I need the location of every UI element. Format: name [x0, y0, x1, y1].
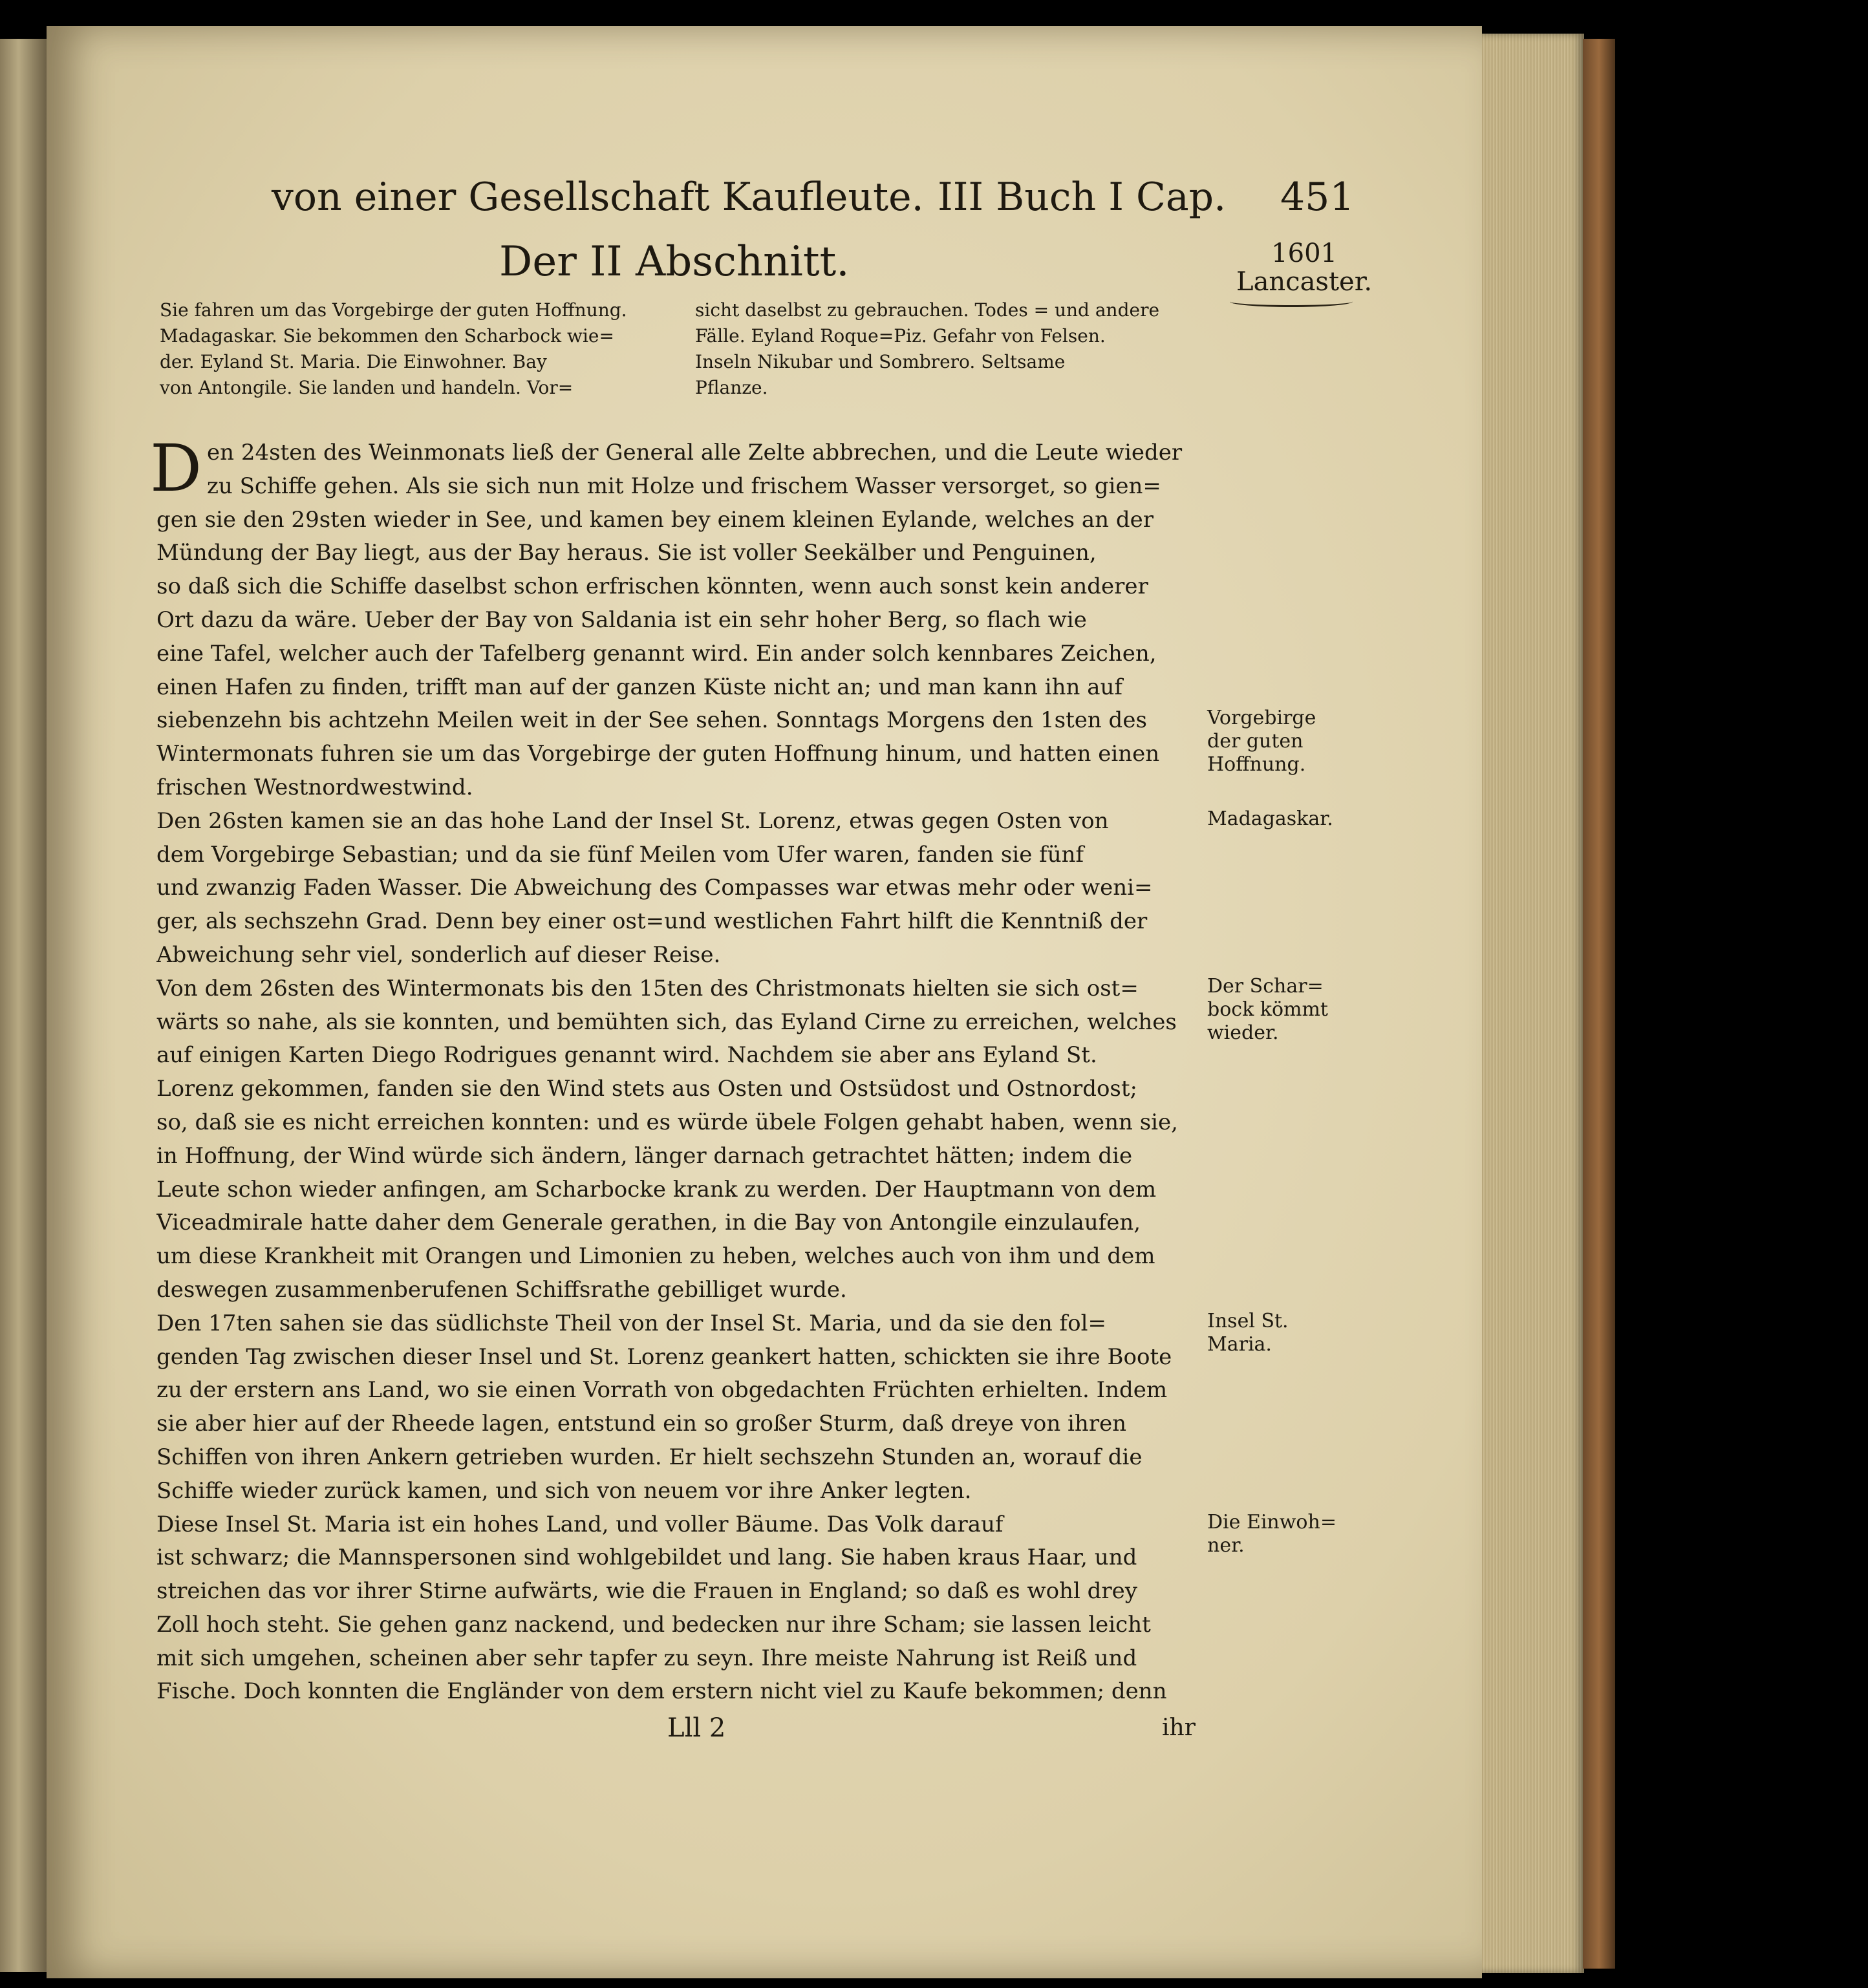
body-line: Schiffen von ihren Ankern getrieben wurden. Er hielt sechszehn Stunden an, worauf die: [156, 1444, 1143, 1470]
margin-note-line: Hoffnung.: [1207, 753, 1306, 776]
page-header: [220, 168, 1355, 226]
summary-line: Pflanze.: [695, 377, 768, 398]
catchword: ihr: [1162, 1715, 1196, 1741]
margin-note-line: ner.: [1207, 1534, 1245, 1557]
body-line: Viceadmirale hatte daher dem Generale gerathen, in die Bay von Antongile einzulaufen,: [156, 1210, 1141, 1236]
body-line: und zwanzig Faden Wasser. Die Abweichung des Compasses war etwas mehr oder weni=: [156, 875, 1153, 901]
signature-mark: Lll 2: [667, 1713, 726, 1743]
summary-column-left: [160, 297, 677, 401]
body-line: Diese Insel St. Maria ist ein hohes Land, und voller Bäume. Das Volk darauf: [156, 1511, 1004, 1537]
body-line: Fische. Doch konnten die Engländer von dem erstern nicht viel zu Kaufe bekommen; denn: [156, 1678, 1167, 1705]
body-line: einen Hafen zu finden, trifft man auf der ganzen Küste nicht an; und man kann ihn auf: [156, 674, 1122, 700]
margin-note-line: Der Schar=: [1207, 974, 1324, 998]
drop-cap: D: [150, 431, 202, 506]
margin-year: 1601: [1271, 239, 1337, 268]
body-line: Mündung der Bay liegt, aus der Bay heraus. Sie ist voller Seekälber und Penguinen,: [156, 540, 1097, 566]
summary-line: sicht daselbst zu gebrauchen. Todes = und andere: [695, 299, 1160, 321]
body-line: zu der erstern ans Land, wo sie einen Vorrath von obgedachten Früchten erhielten. Indem: [156, 1377, 1168, 1404]
body-line: deswegen zusammenberufenen Schiffsrathe gebilliget wurde.: [156, 1276, 847, 1303]
margin-note-line: bock kömmt: [1207, 998, 1328, 1021]
body-line: Lorenz gekommen, fanden sie den Wind stets aus Osten und Ostsüdost und Ostnordost;: [156, 1076, 1138, 1102]
page-edges: [1481, 34, 1584, 1973]
body-line: siebenzehn bis achtzehn Meilen weit in der See sehen. Sonntags Morgens den 1sten des: [156, 707, 1147, 734]
body-line: gen sie den 29sten wieder in See, und kamen bey einem kleinen Eylande, welches an der: [156, 506, 1154, 533]
body-line: ist schwarz; die Mannspersonen sind wohlgebildet und lang. Sie haben kraus Haar, und: [156, 1544, 1137, 1571]
margin-bracket: [1230, 296, 1353, 307]
body-line: auf einigen Karten Diego Rodrigues genannt wird. Nachdem sie aber ans Eyland St.: [156, 1042, 1097, 1069]
margin-year-note: [1236, 239, 1372, 307]
body-line: sie aber hier auf der Rheede lagen, entstund ein so großer Sturm, daß dreye von ihren: [156, 1411, 1127, 1437]
summary-line: Inseln Nikubar und Sombrero. Seltsame: [695, 351, 1066, 372]
body-line: Zoll hoch steht. Sie gehen ganz nackend, und bedecken nur ihre Scham; sie lassen leicht: [156, 1611, 1151, 1638]
body-line: genden Tag zwischen dieser Insel und St. Lorenz geankert hatten, schickten sie ihre Boote: [156, 1343, 1172, 1370]
body-line: um diese Krankheit mit Orangen und Limonien zu heben, welches auch von ihm und dem: [156, 1243, 1155, 1270]
body-line: eine Tafel, welcher auch der Tafelberg genannt wird. Ein ander solch kennbares Zeichen,: [156, 640, 1157, 667]
summary-line: Madagaskar. Sie bekommen den Scharbock wie=: [160, 325, 614, 347]
margin-note: [1207, 975, 1328, 1045]
body-line: Wintermonats fuhren sie um das Vorgebirge der guten Hoffnung hinum, und hatten einen: [156, 741, 1160, 767]
body-line: zu Schiffe gehen. Als sie sich nun mit Holze und frischem Wasser versorget, so gien=: [207, 473, 1161, 499]
body-line: streichen das vor ihrer Stirne aufwärts, wie die Frauen in England; so daß es wohl drey: [156, 1578, 1137, 1605]
body-line: dem Vorgebirge Sebastian; und da sie fünf Meilen vom Ufer waren, fanden sie fünf: [156, 841, 1084, 868]
margin-note: [1207, 807, 1333, 831]
margin-note: [1207, 1310, 1289, 1356]
body-line: Ort dazu da wäre. Ueber der Bay von Saldania ist ein sehr hoher Berg, so flach wie: [156, 606, 1087, 633]
body-line: Von dem 26sten des Wintermonats bis den 15ten des Christmonats hielten sie sich ost=: [156, 975, 1139, 1001]
body-line: Den 26sten kamen sie an das hohe Land der Insel St. Lorenz, etwas gegen Osten von: [156, 807, 1109, 834]
body-line: Abweichung sehr viel, sonderlich auf dieser Reise.: [156, 941, 721, 968]
body-line: mit sich umgehen, scheinen aber sehr tapfer zu seyn. Ihre meiste Nahrung ist Reiß und: [156, 1645, 1137, 1671]
margin-note-line: Insel St.: [1207, 1309, 1289, 1332]
margin-note-line: Madagaskar.: [1207, 807, 1333, 830]
margin-note-line: wieder.: [1207, 1021, 1279, 1044]
summary-line: von Antongile. Sie landen und handeln. Vor=: [160, 377, 574, 398]
margin-note-line: Maria.: [1207, 1332, 1272, 1356]
margin-name: Lancaster.: [1236, 267, 1373, 297]
summary-line: Fälle. Eyland Roque=Piz. Gefahr von Felsen.: [695, 325, 1106, 347]
summary-column-right: [695, 297, 1212, 401]
body-line: so, daß sie es nicht erreichen konnten: und es würde übele Folgen gehabt haben, wenn sie,: [156, 1109, 1178, 1135]
body-line: wärts so nahe, als sie konnten, und bemühten sich, das Eyland Cirne zu erreichen, welches: [156, 1009, 1177, 1035]
chapter-reference: III Buch I Cap.: [938, 175, 1227, 220]
body-line: Leute schon wieder anfingen, am Scharbocke krank zu werden. Der Hauptmann von dem: [156, 1176, 1157, 1202]
section-title: Der II Abschnitt.: [499, 238, 850, 286]
book-page: [47, 26, 1482, 1978]
body-line: frischen Westnordwestwind.: [156, 774, 473, 800]
page-number: 451: [1280, 175, 1355, 220]
book-cover: [1583, 39, 1615, 1969]
body-line: Den 17ten sahen sie das südlichste Theil von der Insel St. Maria, und da sie den fol=: [156, 1310, 1106, 1336]
margin-note: [1207, 1511, 1337, 1557]
running-title: von einer Gesellschaft Kaufleute.: [272, 175, 924, 220]
body-line: in Hoffnung, der Wind würde sich ändern, länger darnach getrachtet hätten; indem die: [156, 1142, 1133, 1169]
margin-note-line: Die Einwoh=: [1207, 1510, 1337, 1534]
body-line: en 24sten des Weinmonats ließ der General alle Zelte abbrechen, und die Leute wieder: [207, 440, 1183, 465]
summary-line: Sie fahren um das Vorgebirge der guten Hoffnung.: [160, 299, 627, 321]
body-line: ger, als sechszehn Grad. Denn bey einer ost=und westlichen Fahrt hilft die Kenntniß der: [156, 908, 1148, 935]
facing-page-edge: [0, 39, 47, 1972]
body-line: so daß sich die Schiffe daselbst schon erfrischen könnten, wenn auch sonst kein anderer: [156, 573, 1148, 600]
margin-note-line: Vorgebirge: [1207, 707, 1316, 730]
summary-line: der. Eyland St. Maria. Die Einwohner. Bay: [160, 351, 547, 372]
margin-note-line: der guten: [1207, 730, 1304, 753]
margin-note: [1207, 707, 1316, 776]
body-text: [150, 431, 1191, 1709]
body-line: Schiffe wieder zurück kamen, und sich von neuem vor ihre Anker legten.: [156, 1477, 972, 1504]
